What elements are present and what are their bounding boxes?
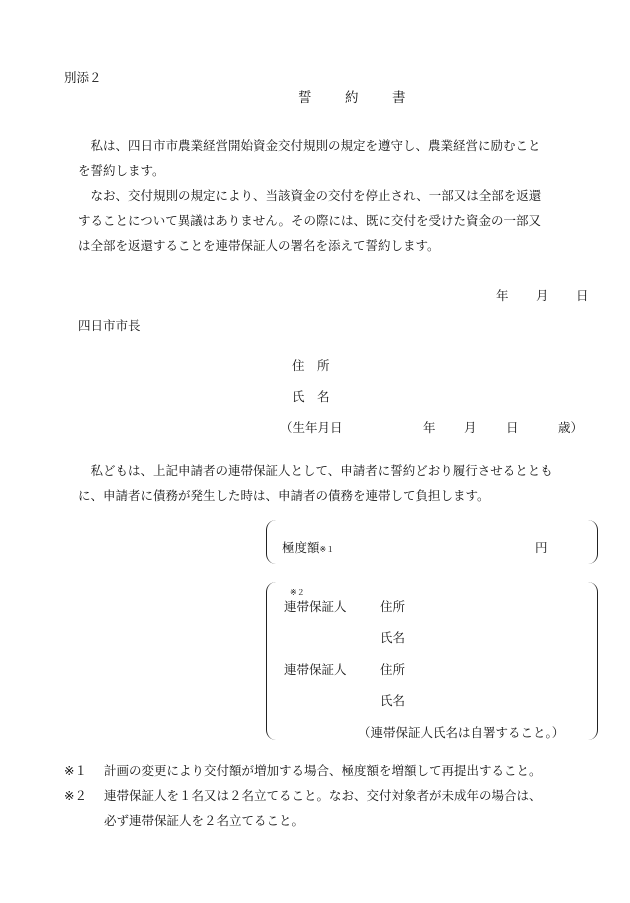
limit-note-mark: ※１ (319, 545, 335, 554)
pledge-line: は全部を返還することを連帯保証人の署名を添えて誓約します。 (78, 238, 440, 253)
pledge-line: 私は、四日市市農業経営開始資金交付規則の規定を遵守し、農業経営に励むこと (78, 138, 541, 153)
guarantor-2-name-label: 氏名 (380, 693, 406, 708)
limit-amount-label (282, 542, 334, 555)
guarantor-note-mark: ※２ (290, 588, 305, 597)
pledge-line: を誓約します。 (78, 163, 165, 178)
signature-note: （連帯保証人氏名は自署すること。） (358, 725, 565, 740)
guarantor-1-name-label: 氏名 (380, 630, 406, 645)
date-year-label: 年 (496, 288, 509, 303)
guarantor-1-address-label: 住所 (380, 599, 406, 614)
pledge-paragraph-2 (78, 183, 590, 258)
limit-label-text: 極度額 (282, 540, 320, 555)
birth-day-label: 日 (506, 420, 519, 435)
applicant-address-label: 住 所 (292, 358, 330, 373)
birth-year-label: 年 (423, 420, 436, 435)
guarantor-1-label: 連帯保証人 (284, 599, 347, 614)
footnote-2-mark: ※２ (64, 788, 87, 803)
age-suffix: 歳） (558, 420, 584, 435)
date-day-label: 日 (576, 288, 589, 303)
limit-amount-unit: 円 (535, 540, 548, 555)
footnote-2-text: 連帯保証人を１名又は２名立てること。なお、交付対象者が未成年の場合は、 (104, 788, 542, 803)
document-title: 誓 約 書 (298, 90, 416, 106)
guarantor-statement-line: 私どもは、上記申請者の連帯保証人として、申請者に誓約どおり履行させるととも (78, 463, 553, 478)
attachment-label: 別添２ (64, 70, 102, 85)
footnote-1-mark: ※１ (64, 763, 87, 778)
guarantor-2-address-label: 住所 (380, 662, 406, 677)
pledge-line: なお、交付規則の規定により、当該資金の交付を停止され、一部又は全部を返還 (78, 188, 542, 203)
birth-month-label: 月 (464, 420, 477, 435)
addressee: 四日市市長 (78, 318, 141, 333)
pledge-line: することについて異議はありません。その際には、既に交付を受けた資金の一部又 (78, 213, 542, 228)
date-month-label: 月 (536, 288, 549, 303)
guarantor-2-label: 連帯保証人 (284, 662, 347, 677)
guarantor-statement (78, 458, 590, 508)
guarantor-statement-line: に、申請者に債務が発生した時は、申請者の債務を連帯して負担します。 (78, 488, 490, 503)
birth-date-prefix: （生年月日 (280, 420, 343, 435)
applicant-name-label: 氏 名 (292, 389, 330, 404)
footnote-2-continued: 必ず連帯保証人を２名立てること。 (104, 813, 305, 828)
footnote-1-text: 計画の変更により交付額が増加する場合、極度額を増額して再提出すること。 (104, 763, 542, 778)
pledge-paragraph-1 (78, 133, 590, 183)
